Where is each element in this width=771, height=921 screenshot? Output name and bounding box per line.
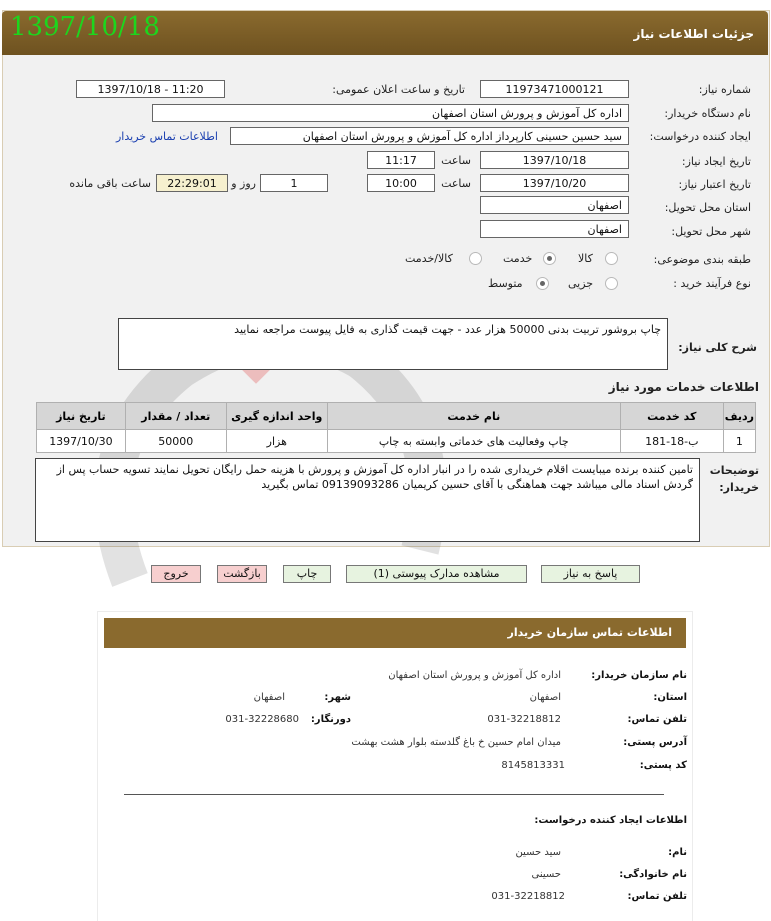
category-service-radio[interactable] [543, 252, 556, 265]
buyer-notes-label: توضیحات خریدار: [709, 464, 759, 494]
category-mixed-radio[interactable] [469, 252, 482, 265]
validity-time-label: ساعت [441, 177, 471, 190]
validity-label: تاریخ اعتبار نیاز: [678, 178, 751, 191]
announce-field[interactable]: 1397/10/18 - 11:20 [76, 80, 225, 98]
col-unit: واحد اندازه گیری [226, 403, 327, 430]
postal-label: کد پستی: [639, 760, 687, 771]
province-field[interactable]: اصفهان [480, 196, 629, 214]
need-number-label: شماره نیاز: [698, 83, 751, 96]
print-button[interactable]: چاپ [283, 565, 331, 583]
address-value: میدان امام حسین خ باغ گلدسته بلوار هشت بهشت [351, 737, 561, 748]
category-goods-radio[interactable] [605, 252, 618, 265]
contact-card-title: اطلاعات تماس سازمان خریدار [507, 626, 672, 639]
remaining-time-label: ساعت باقی مانده [69, 177, 151, 190]
contact-phone-label: تلفن تماس: [627, 714, 687, 725]
remaining-time-field: 22:29:01 [156, 174, 228, 192]
province-label: استان محل تحویل: [664, 201, 751, 214]
services-table [36, 402, 756, 453]
org-label: نام سازمان خریدار: [591, 670, 687, 681]
divider [124, 794, 664, 795]
date-stamp: 1397/10/18 [10, 12, 160, 42]
city-field[interactable]: اصفهان [480, 220, 629, 238]
col-code: کد خدمت [620, 403, 723, 430]
category-service-label: خدمت [503, 252, 533, 265]
contact-province-label: استان: [653, 692, 687, 703]
validity-time-field[interactable]: 10:00 [367, 174, 435, 192]
process-medium-label: متوسط [488, 277, 523, 290]
created-date-label: تاریخ ایجاد نیاز: [681, 155, 751, 168]
contact-fax-label: دورنگار: [310, 714, 351, 725]
creator-phone-value: 031-32218812 [491, 891, 565, 902]
address-label: آدرس پستی: [623, 737, 687, 748]
created-time-label: ساعت [441, 154, 471, 167]
col-date: تاریخ نیاز [37, 403, 126, 430]
city-label: شهر محل تحویل: [671, 225, 751, 238]
creator-name-value: سید حسین [515, 847, 561, 858]
buyer-label: نام دستگاه خریدار: [664, 107, 751, 120]
category-goods-label: کالا [578, 252, 593, 265]
creator-phone-label: تلفن تماس: [627, 891, 687, 902]
buyer-field[interactable]: اداره کل آموزش و پرورش استان اصفهان [152, 104, 629, 122]
creator-family-label: نام خانوادگی: [619, 869, 687, 880]
reply-button[interactable]: پاسخ به نیاز [541, 565, 640, 583]
back-button[interactable]: بازگشت [217, 565, 267, 583]
exit-button[interactable]: خروج [151, 565, 201, 583]
created-date-field[interactable]: 1397/10/18 [480, 151, 629, 169]
buyer-contact-link[interactable]: اطلاعات تماس خریدار [116, 130, 218, 143]
cell-qty: 50000 [125, 430, 226, 453]
col-qty: تعداد / مقدار [125, 403, 226, 430]
process-medium-radio[interactable] [536, 277, 549, 290]
need-number-field[interactable]: 1197347100012‌1 [480, 80, 629, 98]
creator-field[interactable]: سید حسین حسینی کارپرداز اداره کل آموزش و پرورش استان اصفهان [230, 127, 629, 145]
page-title: جزئیات اطلاعات نیاز [633, 27, 754, 41]
cell-code: ب-18-181 [620, 430, 723, 453]
contact-phone-value: 031-32218812 [487, 714, 561, 725]
cell-unit: هزار [226, 430, 327, 453]
process-minor-label: جزیی [568, 277, 594, 290]
col-row: ردیف [723, 403, 755, 430]
table-row [37, 430, 756, 453]
description-label: شرح کلی نیاز: [678, 341, 757, 354]
days-field[interactable]: 1 [260, 174, 328, 192]
contact-card [98, 612, 692, 921]
category-label: طبقه بندی موضوعی: [653, 253, 751, 266]
org-value: اداره کل آموزش و پرورش استان اصفهان [388, 670, 561, 681]
description-field[interactable]: چاپ بروشور تربیت بدنی 50000 هزار عدد - جهت قیمت گذاری به فایل پیوست مراجعه نمایید [118, 318, 668, 370]
attachments-button[interactable]: مشاهده مدارک پیوستی (1) [346, 565, 527, 583]
created-time-field[interactable]: 11:17 [367, 151, 435, 169]
contact-fax-value: 031-32228680 [225, 714, 299, 725]
process-label: نوع فرآیند خرید : [673, 277, 751, 290]
cell-row: 1 [723, 430, 755, 453]
postal-value: 8145813331 [501, 760, 565, 771]
days-label: روز و [231, 177, 256, 190]
contact-card-header [104, 618, 686, 648]
cell-name: چاپ وفعالیت های خدماتی وابسته به چاپ [327, 430, 620, 453]
creator-section-title: اطلاعات ایجاد کننده درخواست: [534, 815, 687, 826]
process-minor-radio[interactable] [605, 277, 618, 290]
creator-name-label: نام: [668, 847, 687, 858]
category-mixed-label: کالا/خدمت [405, 252, 453, 265]
contact-province-value: اصفهان [529, 692, 561, 703]
creator-family-value: حسینی [531, 869, 561, 880]
announce-label: تاریخ و ساعت اعلان عمومی: [332, 83, 465, 96]
col-name: نام خدمت [327, 403, 620, 430]
contact-city-label: شهر: [324, 692, 351, 703]
services-title: اطلاعات خدمات مورد نیاز [608, 380, 759, 394]
creator-label: ایجاد کننده درخواست: [649, 130, 751, 143]
validity-date-field[interactable]: 1397/10/20 [480, 174, 629, 192]
cell-date: 1397/10/30 [37, 430, 126, 453]
contact-city-value: اصفهان [253, 692, 285, 703]
buyer-notes-field[interactable]: تامین کننده برنده میبایست اقلام خریداری شده را در انبار اداره کل آموزش و پرورش با هزینه حمل رایگان تحویل نمایند تسویه حساب پس از گردش اسناد مالی میباشد جهت هماهنگی با آقای حسین کریمیان 09139093286 تماس بگیرید [35, 458, 700, 542]
